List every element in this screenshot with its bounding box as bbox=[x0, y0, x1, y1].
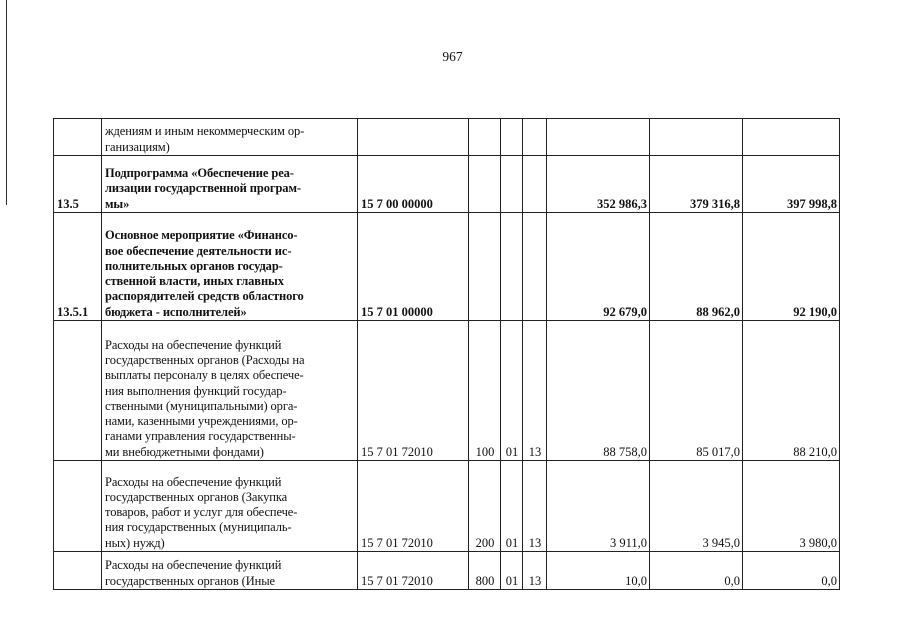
target-article-code: 15 7 01 72010 bbox=[358, 461, 469, 552]
amount-year-2 bbox=[650, 119, 743, 156]
row-number bbox=[54, 119, 102, 156]
amount-year-3: 92 190,0 bbox=[743, 213, 840, 321]
row-description: ждениям и иным некоммерческим ор- ганизациям) bbox=[102, 119, 358, 156]
table-body bbox=[54, 119, 840, 590]
row-description: Подпрограмма «Обеспечение реа- лизации государственной програм- мы» bbox=[102, 156, 358, 213]
subsection-code: 13 bbox=[523, 552, 547, 590]
target-article-code: 15 7 01 72010 bbox=[358, 321, 469, 461]
amount-year-3: 397 998,8 bbox=[743, 156, 840, 213]
row-description: Расходы на обеспечение функций государственных органов (Закупка товаров, работ и услуг для обеспече- ния государственных (муниципаль- ных) нужд) bbox=[102, 461, 358, 552]
row-description: Расходы на обеспечение функций государственных органов (Иные bbox=[102, 552, 358, 590]
row-number bbox=[54, 461, 102, 552]
section-code bbox=[501, 119, 523, 156]
target-article-code bbox=[358, 119, 469, 156]
amount-year-1: 3 911,0 bbox=[547, 461, 650, 552]
target-article-code: 15 7 00 00000 bbox=[358, 156, 469, 213]
amount-year-3 bbox=[743, 119, 840, 156]
expense-type-code bbox=[469, 213, 501, 321]
amount-year-1: 88 758,0 bbox=[547, 321, 650, 461]
subsection-code bbox=[523, 119, 547, 156]
row-description: Расходы на обеспечение функций государственных органов (Расходы на выплаты персоналу в целях обеспече- ния выполнения функций государ- ственными (муниципальными) орга- нами, казенными учреждениями, ор- ганами управления государственны- ми внебюджетными фондами) bbox=[102, 321, 358, 461]
expense-type-code bbox=[469, 156, 501, 213]
margin-rule bbox=[6, 0, 7, 205]
table-row bbox=[54, 213, 840, 321]
table-row bbox=[54, 552, 840, 590]
table-row bbox=[54, 461, 840, 552]
amount-year-3: 3 980,0 bbox=[743, 461, 840, 552]
section-code bbox=[501, 156, 523, 213]
row-number bbox=[54, 321, 102, 461]
section-code: 01 bbox=[501, 461, 523, 552]
expense-type-code: 200 bbox=[469, 461, 501, 552]
table-row bbox=[54, 321, 840, 461]
amount-year-2: 3 945,0 bbox=[650, 461, 743, 552]
expense-type-code bbox=[469, 119, 501, 156]
section-code bbox=[501, 213, 523, 321]
row-number: 13.5.1 bbox=[54, 213, 102, 321]
amount-year-1 bbox=[547, 119, 650, 156]
amount-year-1: 10,0 bbox=[547, 552, 650, 590]
subsection-code: 13 bbox=[523, 321, 547, 461]
row-number: 13.5 bbox=[54, 156, 102, 213]
amount-year-2: 88 962,0 bbox=[650, 213, 743, 321]
amount-year-2: 85 017,0 bbox=[650, 321, 743, 461]
row-description: Основное мероприятие «Финансо- вое обеспечение деятельности ис- полнительных органов государ- ственной власти, иных главных распорядителей средств областного бюджета - исполнителей» bbox=[102, 213, 358, 321]
subsection-code bbox=[523, 213, 547, 321]
section-code: 01 bbox=[501, 321, 523, 461]
page-number: 967 bbox=[442, 49, 463, 64]
expense-type-code: 100 bbox=[469, 321, 501, 461]
target-article-code: 15 7 01 72010 bbox=[358, 552, 469, 590]
expense-type-code: 800 bbox=[469, 552, 501, 590]
section-code: 01 bbox=[501, 552, 523, 590]
subsection-code: 13 bbox=[523, 461, 547, 552]
amount-year-2: 0,0 bbox=[650, 552, 743, 590]
table-row bbox=[54, 156, 840, 213]
amount-year-3: 0,0 bbox=[743, 552, 840, 590]
budget-table bbox=[53, 118, 840, 590]
amount-year-2: 379 316,8 bbox=[650, 156, 743, 213]
row-number bbox=[54, 552, 102, 590]
table-row bbox=[54, 119, 840, 156]
amount-year-1: 352 986,3 bbox=[547, 156, 650, 213]
amount-year-3: 88 210,0 bbox=[743, 321, 840, 461]
subsection-code bbox=[523, 156, 547, 213]
amount-year-1: 92 679,0 bbox=[547, 213, 650, 321]
target-article-code: 15 7 01 00000 bbox=[358, 213, 469, 321]
